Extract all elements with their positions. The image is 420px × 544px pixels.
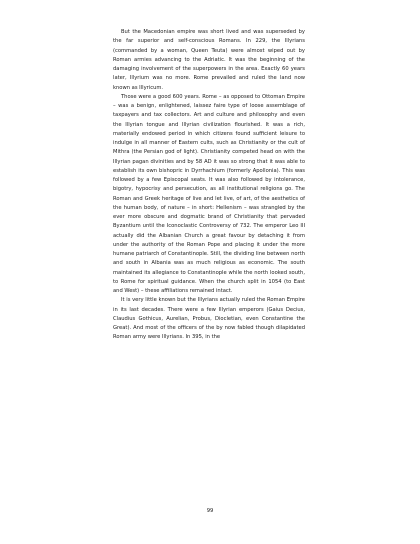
paragraph-roman-period: Those were a good 600 years. Rome – as opposed to Ottoman Empire – was a benign, enlightened, laissez faire type of loose assemblage of taxpayers and tax collectors. Art and culture and philosophy and even the Illyrian tongue and Illyrian civilization flourished. It was a rich, materially endowed period in which citizens found sufficient leisure to indulge in all manner of Eastern cults, such as Christianity or the cult of Mithra (the Persian god of light). Christianity competed head on with the Illyrian pagan divinities and by 58 AD it was so strong that it was able to establish its own bishopric in Dyrrhachium (formerly Apollonia). This was followed by a few Episcopal seats. It was also followed by intolerance, bigotry, hypocrisy and persecution, as all institutional religions go. The Roman and Greek heritage of live and let live, of art, of the aesthetics of the human body, of nature – in short: Hellenism – was strangled by the ever more obscure and dogmatic brand of Christianity that pervaded Byzantium until the Iconoclastic Controversy of 732. The emperor Leo III actually did the Albanian Church a great favour by detaching it from under the authority of the Roman Pope and placing it under the more humane patriarch of Constantinople. Still, the dividing line between north and south in Albania was as much religious as economic. The south maintained its allegiance to Constantinople while the north looked south, to Rome for spiritual guidance. When the church split in 1054 (to East and West) – these affiliations remained intact. (113, 93, 305, 294)
paragraph-illyrian-emperors: It is very little known but the Illyrians actually ruled the Roman Empire in its last decades. There were a few Illyrian emperors (Gaius Decius, Claudius Gothicus, Aurelian, Probus, Diocletian, even Constantine the Great). And most of the officers of the by now fabled though dilapidated Roman army were Illyrians. In 395, in the (113, 297, 305, 341)
page-number: 99 (206, 508, 214, 514)
body-text (113, 28, 305, 343)
paragraph-macedonian-empire: But the Macedonian empire was short lived and was superseded by the far superior and self-conscious Romans. In 229, the Illyrians (commanded by a woman, Queen Teuta) were almost wiped out by Roman armies advancing to the Adriatic. It was the beginning of the damaging involvement of the superpowers in the area. Exactly 60 years later, Illyrium was no more. Rome prevailed and ruled the land now known as Illyricum. (113, 29, 305, 91)
